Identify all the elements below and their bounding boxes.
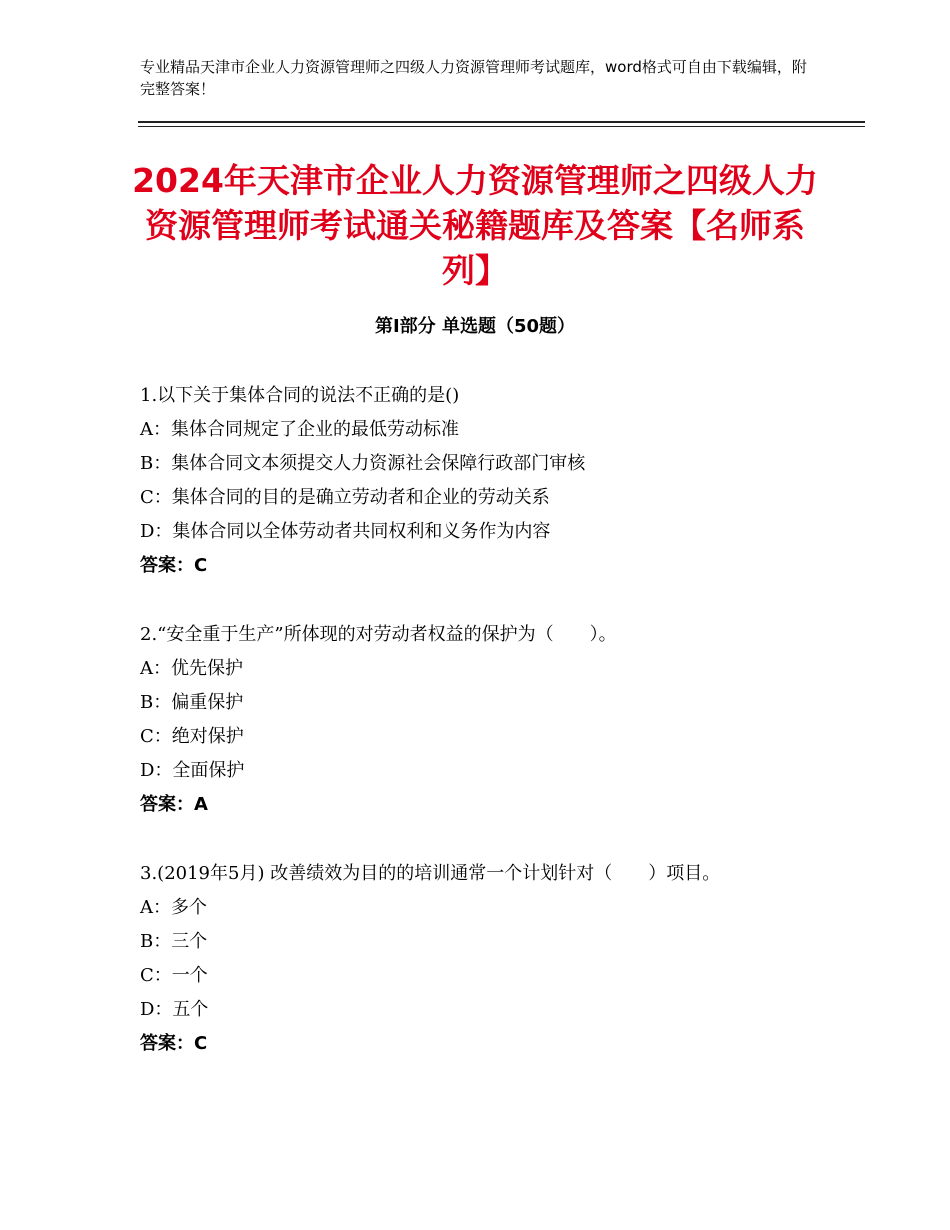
question-2	[140, 618, 820, 822]
option-a: A：多个	[140, 897, 207, 918]
answer: 答案：A	[140, 794, 208, 815]
option-a: A：集体合同规定了企业的最低劳动标准	[140, 419, 459, 440]
question-stem: 3.(2019年5月) 改善绩效为目的的培训通常一个计划针对（ ）项目。	[140, 863, 721, 884]
document-title: 2024年天津市企业人力资源管理师之四级人力资源管理师考试通关秘籍题库及答案【名师系列】	[132, 161, 818, 290]
question-3	[140, 857, 820, 1061]
option-d: D：全面保护	[140, 760, 245, 781]
option-c: C：集体合同的目的是确立劳动者和企业的劳动关系	[140, 487, 550, 508]
option-d: D：集体合同以全体劳动者共同权利和义务作为内容	[140, 521, 551, 542]
option-b: B：偏重保护	[140, 692, 244, 713]
question-stem: 1.以下关于集体合同的说法不正确的是()	[140, 385, 460, 406]
question-stem: 2.“安全重于生产”所体现的对劳动者权益的保护为（ ）。	[140, 624, 617, 645]
option-b: B：三个	[140, 931, 208, 952]
option-c: C：绝对保护	[140, 726, 244, 747]
option-d: D：五个	[140, 999, 209, 1020]
header-rule-thick	[138, 121, 865, 123]
section-title: 第Ⅰ部分 单选题（50题）	[374, 316, 575, 337]
header-rule-thin	[138, 126, 865, 127]
answer: 答案：C	[140, 555, 208, 576]
question-1	[140, 379, 820, 583]
option-c: C：一个	[140, 965, 208, 986]
option-b: B：集体合同文本须提交人力资源社会保障行政部门审核	[140, 453, 586, 474]
answer: 答案：C	[140, 1033, 208, 1054]
option-a: A：优先保护	[140, 658, 243, 679]
header-note: 专业精品天津市企业人力资源管理师之四级人力资源管理师考试题库，word格式可自由下载编辑，附完整答案！	[140, 58, 807, 98]
